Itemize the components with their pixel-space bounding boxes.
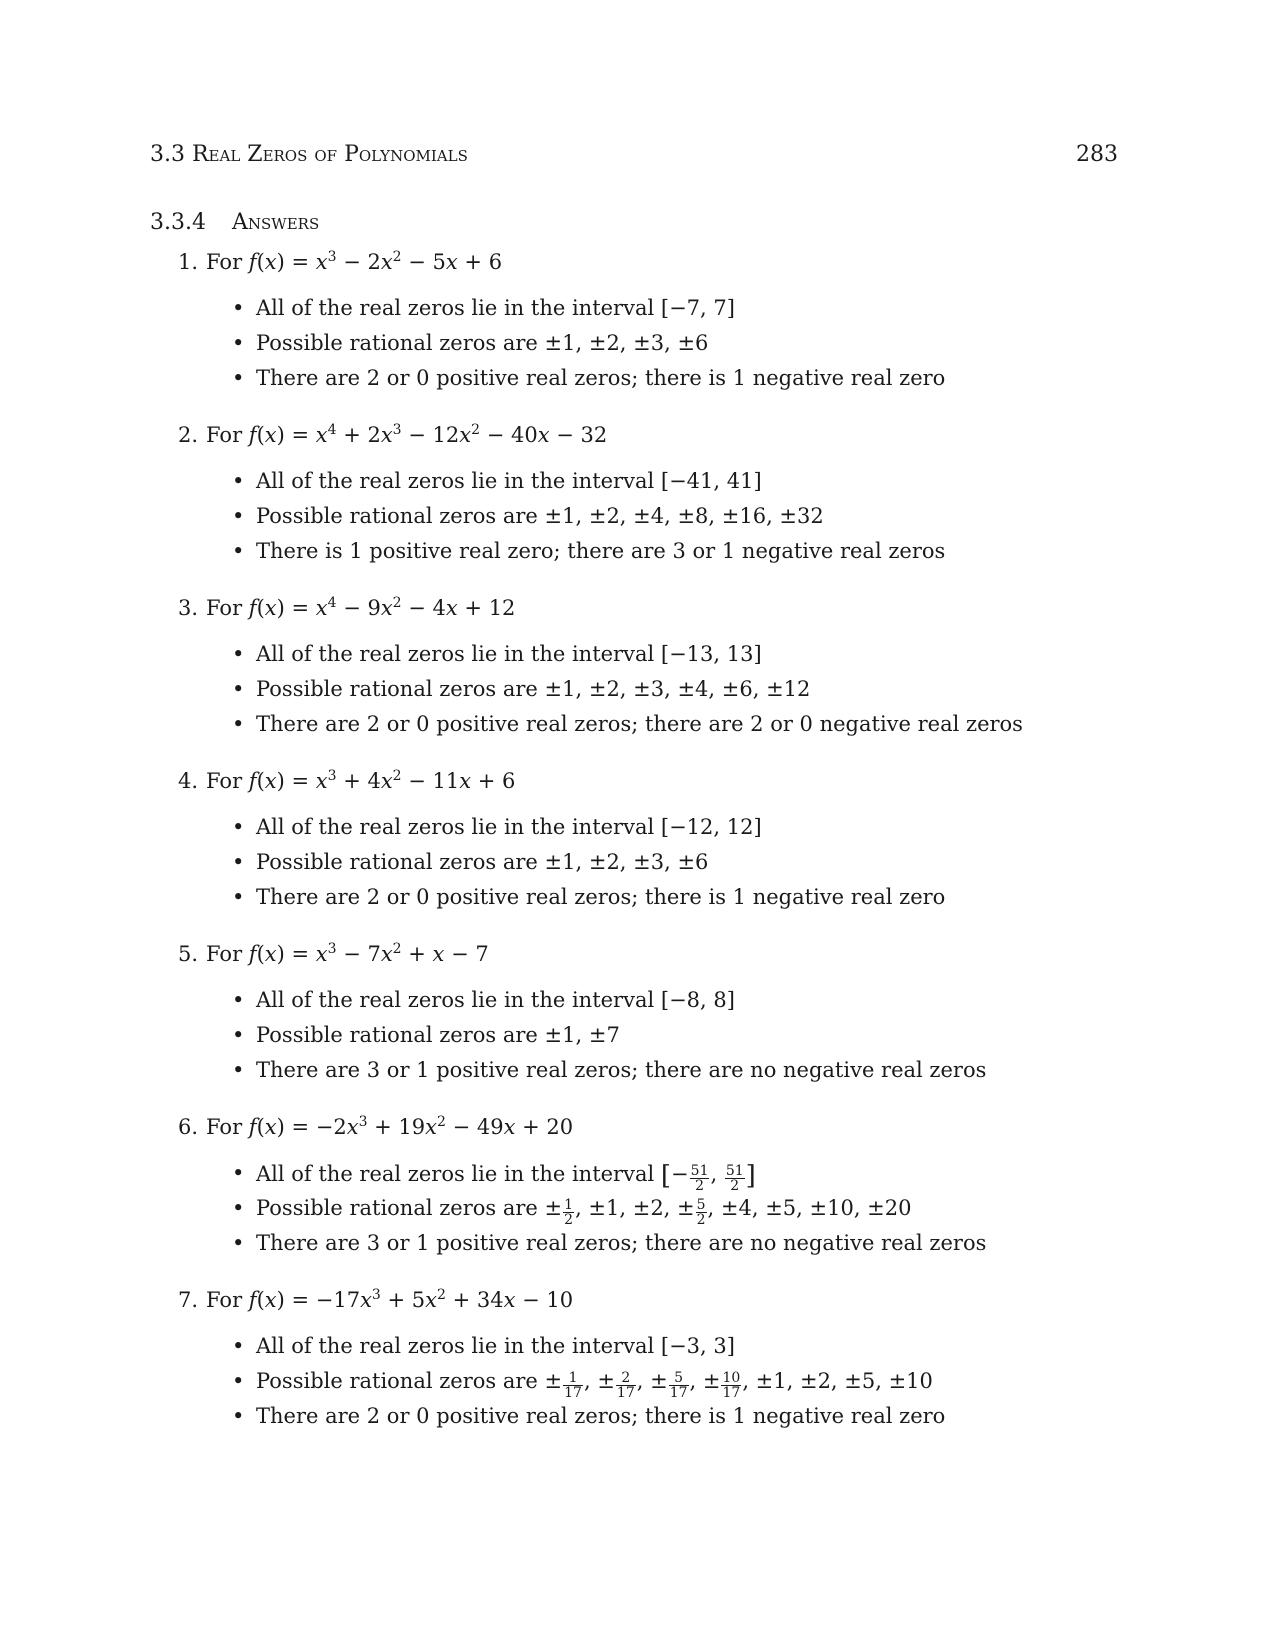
- answer-function-line: [150, 768, 1150, 817]
- rational-zeros-bullet: [150, 1198, 1150, 1233]
- answer-function: For $f(x) = x^4 + 2x^3 - 12x^2 - 40x - 32$: [206, 422, 608, 447]
- sign-rule-bullet: [150, 1233, 1150, 1268]
- answer-number: 3.: [178, 596, 199, 620]
- bullet-text: Possible rational zeros are ± $\frac{1}{17}$ , ± $\frac{2}{17}$ , ± $\frac{5}{17}$ , ± $\frac{10}{17}$ , ±1, ±2, ±5, ±10: [256, 1369, 933, 1401]
- sign-rule-bullet: [150, 1406, 1150, 1441]
- bullet-text: There are 3 or 1 positive real zeros; there are no negative real zeros: [256, 1058, 987, 1082]
- rational-zeros-bullet: [150, 1025, 1150, 1060]
- answers-list: [150, 249, 1150, 1463]
- bullet-text: All of the real zeros lie in the interval [−13, 13]: [256, 642, 762, 666]
- bullet-text: There are 2 or 0 positive real zeros; there is 1 negative real zero: [256, 366, 946, 390]
- sign-rule-bullet: [150, 1060, 1150, 1095]
- bullet-dot-icon: •: [232, 1023, 245, 1047]
- answer-function: For $f(x) = -17x^3 + 5x^2 + 34x - 10$: [206, 1287, 574, 1312]
- bullet-dot-icon: •: [232, 1369, 245, 1393]
- bullet-text: Possible rational zeros are ±1, ±2, ±4, ±8, ±16, ±32: [256, 504, 824, 528]
- bullet-text: All of the real zeros lie in the interval [−41, 41]: [256, 469, 762, 493]
- answer-function: For $f(x) = x^4 - 9x^2 - 4x + 12$: [206, 595, 516, 620]
- answer-function-line: [150, 249, 1150, 298]
- bullet-dot-icon: •: [232, 504, 245, 528]
- rational-zeros-bullet: [150, 333, 1150, 368]
- answer-bullets: [150, 471, 1150, 576]
- interval-bullet: [150, 1163, 1150, 1198]
- answer-function-line: [150, 595, 1150, 644]
- bullet-dot-icon: •: [232, 850, 245, 874]
- answer-bullets: [150, 298, 1150, 403]
- answer-bullets: [150, 817, 1150, 922]
- bullet-text: Possible rational zeros are ±1, ±2, ±3, ±6: [256, 850, 709, 874]
- answer-number: 7.: [178, 1288, 199, 1312]
- rational-zeros-bullet: [150, 1371, 1150, 1406]
- bullet-dot-icon: •: [232, 712, 245, 736]
- section-title: Answers: [232, 210, 320, 235]
- bullet-text: Possible rational zeros are ± $\frac{1}{2}$ , ±1, ±2, ± $\frac{5}{2}$ , ±4, ±5, ±10, ±20: [256, 1196, 912, 1228]
- answer-item: [150, 941, 1150, 1117]
- bullet-dot-icon: •: [232, 296, 245, 320]
- bullet-dot-icon: •: [232, 469, 245, 493]
- answer-bullets: [150, 644, 1150, 749]
- answer-function-line: [150, 422, 1150, 471]
- bullet-text: There is 1 positive real zero; there are 3 or 1 negative real zeros: [256, 539, 946, 563]
- bullet-text: All of the real zeros lie in the interval [−7, 7]: [256, 296, 735, 320]
- bullet-dot-icon: •: [232, 1058, 245, 1082]
- answer-function: For $f(x) = x^3 - 7x^2 + x - 7$: [206, 941, 489, 966]
- answer-bullets: [150, 1163, 1150, 1268]
- interval-bullet: [150, 471, 1150, 506]
- answer-function: For $f(x) = -2x^3 + 19x^2 - 49x + 20$: [206, 1114, 574, 1139]
- bullet-text: Possible rational zeros are ±1, ±2, ±3, ±6: [256, 331, 709, 355]
- bullet-dot-icon: •: [232, 539, 245, 563]
- section-heading: [150, 210, 319, 235]
- sign-rule-bullet: [150, 714, 1150, 749]
- bullet-text: All of the real zeros lie in the interval [−8, 8]: [256, 988, 735, 1012]
- answer-bullets: [150, 990, 1150, 1095]
- answer-bullets: [150, 1336, 1150, 1441]
- bullet-dot-icon: •: [232, 885, 245, 909]
- answer-number: 4.: [178, 769, 199, 793]
- answer-number: 1.: [178, 250, 199, 274]
- bullet-dot-icon: •: [232, 677, 245, 701]
- bullet-text: All of the real zeros lie in the interval [−3, 3]: [256, 1334, 735, 1358]
- rational-zeros-bullet: [150, 852, 1150, 887]
- bullet-dot-icon: •: [232, 642, 245, 666]
- sign-rule-bullet: [150, 368, 1150, 403]
- interval-bullet: [150, 990, 1150, 1025]
- bullet-text: All of the real zeros lie in the interval [− $\frac{51}{2}$ , $\frac{51}{2}$ ]: [256, 1161, 756, 1194]
- bullet-dot-icon: •: [232, 1196, 245, 1220]
- page-number: 283: [1076, 142, 1118, 167]
- bullet-dot-icon: •: [232, 331, 245, 355]
- answer-item: [150, 1287, 1150, 1463]
- answer-item: [150, 768, 1150, 944]
- bullet-text: Possible rational zeros are ±1, ±2, ±3, ±4, ±6, ±12: [256, 677, 811, 701]
- bullet-dot-icon: •: [232, 1404, 245, 1428]
- rational-zeros-bullet: [150, 679, 1150, 714]
- bullet-dot-icon: •: [232, 1334, 245, 1358]
- interval-bullet: [150, 644, 1150, 679]
- section-number: 3.3.4: [150, 210, 206, 235]
- answer-function-line: [150, 941, 1150, 990]
- answer-number: 6.: [178, 1115, 199, 1139]
- answer-number: 2.: [178, 423, 199, 447]
- bullet-text: There are 3 or 1 positive real zeros; there are no negative real zeros: [256, 1231, 987, 1255]
- bullet-text: There are 2 or 0 positive real zeros; there is 1 negative real zero: [256, 885, 946, 909]
- answer-number: 5.: [178, 942, 199, 966]
- bullet-dot-icon: •: [232, 815, 245, 839]
- bullet-text: All of the real zeros lie in the interval [−12, 12]: [256, 815, 762, 839]
- bullet-dot-icon: •: [232, 988, 245, 1012]
- answer-function-line: [150, 1287, 1150, 1336]
- sign-rule-bullet: [150, 887, 1150, 922]
- bullet-dot-icon: •: [232, 366, 245, 390]
- running-head-title: 3.3 Real Zeros of Polynomials: [150, 142, 468, 167]
- answer-item: [150, 1114, 1150, 1290]
- bullet-dot-icon: •: [232, 1161, 245, 1185]
- answer-item: [150, 422, 1150, 598]
- bullet-dot-icon: •: [232, 1231, 245, 1255]
- interval-bullet: [150, 1336, 1150, 1371]
- answer-item: [150, 249, 1150, 425]
- answer-function: For $f(x) = x^3 + 4x^2 - 11x + 6$: [206, 768, 516, 793]
- bullet-text: Possible rational zeros are ±1, ±7: [256, 1023, 620, 1047]
- bullet-text: There are 2 or 0 positive real zeros; there is 1 negative real zero: [256, 1404, 946, 1428]
- rational-zeros-bullet: [150, 506, 1150, 541]
- sign-rule-bullet: [150, 541, 1150, 576]
- bullet-text: There are 2 or 0 positive real zeros; there are 2 or 0 negative real zeros: [256, 712, 1023, 736]
- answer-function-line: [150, 1114, 1150, 1163]
- answer-item: [150, 595, 1150, 771]
- interval-bullet: [150, 298, 1150, 333]
- interval-bullet: [150, 817, 1150, 852]
- answer-function: For $f(x) = x^3 - 2x^2 - 5x + 6$: [206, 249, 503, 274]
